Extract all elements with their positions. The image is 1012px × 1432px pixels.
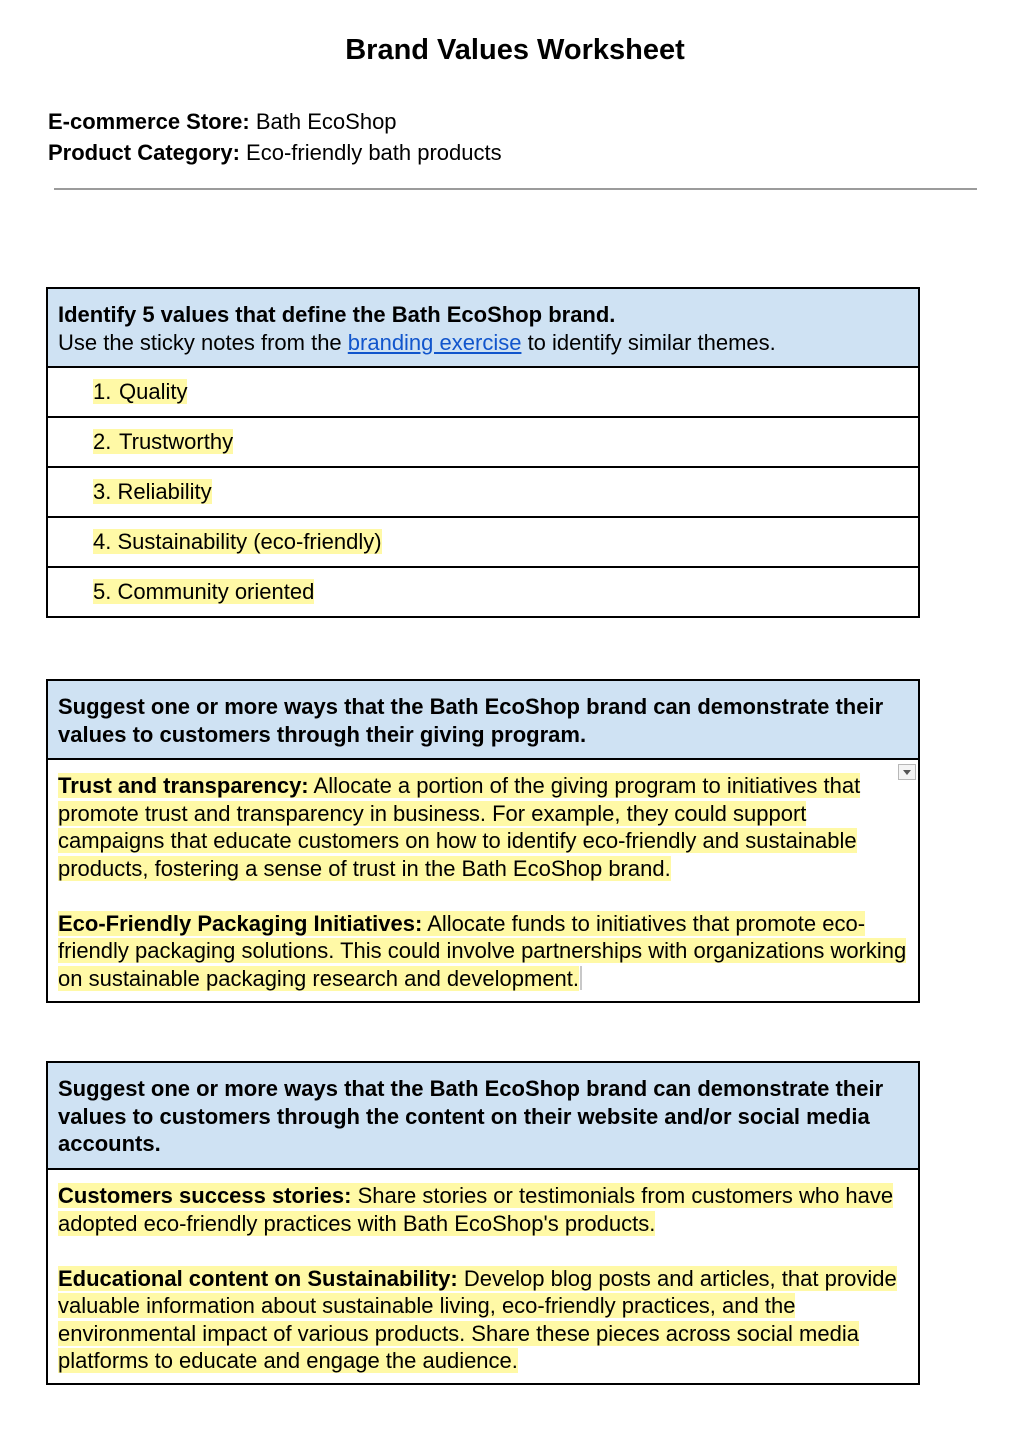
page-title: Brand Values Worksheet <box>345 34 685 66</box>
content-heading: Suggest one or more ways that the Bath EcoShop brand can demonstrate their values to customers through the content on their website and/or social media accounts. <box>47 1062 919 1169</box>
giving-paragraph <box>58 772 908 882</box>
content-table <box>46 1061 920 1385</box>
instruction-text-before: Use the sticky notes from the <box>58 329 348 355</box>
value-row[interactable] <box>47 567 919 617</box>
values-table-header <box>47 288 919 367</box>
value-label: Quality <box>119 379 188 404</box>
content-paragraph <box>58 1182 908 1237</box>
value-row[interactable] <box>47 417 919 467</box>
value-item <box>93 379 187 404</box>
giving-heading: Suggest one or more ways that the Bath EcoShop brand can demonstrate their values to customers through their giving program. <box>47 680 919 759</box>
paragraph-lead: Customers success stories: <box>58 1183 352 1208</box>
text-cursor <box>580 966 582 990</box>
value-number: 1. <box>93 379 112 404</box>
chevron-down-icon[interactable] <box>898 764 916 780</box>
category-label: Product Category: <box>48 140 240 165</box>
giving-program-table <box>46 679 920 1003</box>
value-label: 4. Sustainability (eco-friendly) <box>93 529 382 554</box>
category-line <box>48 137 502 168</box>
value-row[interactable] <box>47 517 919 567</box>
giving-paragraph <box>58 910 908 993</box>
values-heading: Identify 5 values that define the Bath EcoShop brand. <box>58 302 616 327</box>
document-meta <box>48 106 502 168</box>
store-value: Bath EcoShop <box>255 109 397 134</box>
paragraph-lead: Eco-Friendly Packaging Initiatives: <box>58 910 423 936</box>
values-instruction <box>58 329 908 357</box>
values-table <box>46 287 920 618</box>
value-label: 5. Community oriented <box>93 579 315 604</box>
value-row[interactable] <box>47 467 919 517</box>
value-label: Trustworthy <box>119 429 234 454</box>
store-label: E-commerce Store: <box>48 109 250 134</box>
category-value: Eco-friendly bath products <box>246 140 502 165</box>
branding-exercise-link[interactable]: branding exercise <box>347 329 522 355</box>
horizontal-divider <box>54 188 977 190</box>
content-paragraph <box>58 1265 908 1375</box>
store-line <box>48 106 502 137</box>
value-label: 3. Reliability <box>93 479 212 504</box>
paragraph-text: Allocate a portion of the giving program to initiatives that promote trust and transparency in business. For example, they could support campaigns that educate customers on how to identify eco-friendly and sustainable products, fostering a sense of trust in the Bath EcoShop brand. <box>58 773 861 881</box>
paragraph-text: Develop blog posts and articles, that provide valuable information about sustainable living, eco-friendly practices, and the environmental impact of various products. Share these pieces across social media platforms to educate and engage the audience. <box>58 1265 897 1373</box>
giving-answer-cell[interactable] <box>47 759 919 1002</box>
content-answer-cell[interactable] <box>47 1169 919 1384</box>
value-number: 2. <box>93 429 112 454</box>
instruction-text-after: to identify similar themes. <box>521 329 776 355</box>
value-row[interactable] <box>47 367 919 417</box>
paragraph-lead: Trust and transparency: <box>58 773 309 798</box>
paragraph-lead: Educational content on Sustainability: <box>58 1265 458 1291</box>
paragraph-text: Share stories or testimonials from customers who have adopted eco-friendly practices with Bath EcoShop's products. <box>58 1183 894 1236</box>
value-item <box>93 429 233 454</box>
paragraph-text: Allocate funds to initiatives that promote eco-friendly packaging solutions. This could involve partnerships with organizations working on sustainable packaging research and development. <box>58 910 907 991</box>
